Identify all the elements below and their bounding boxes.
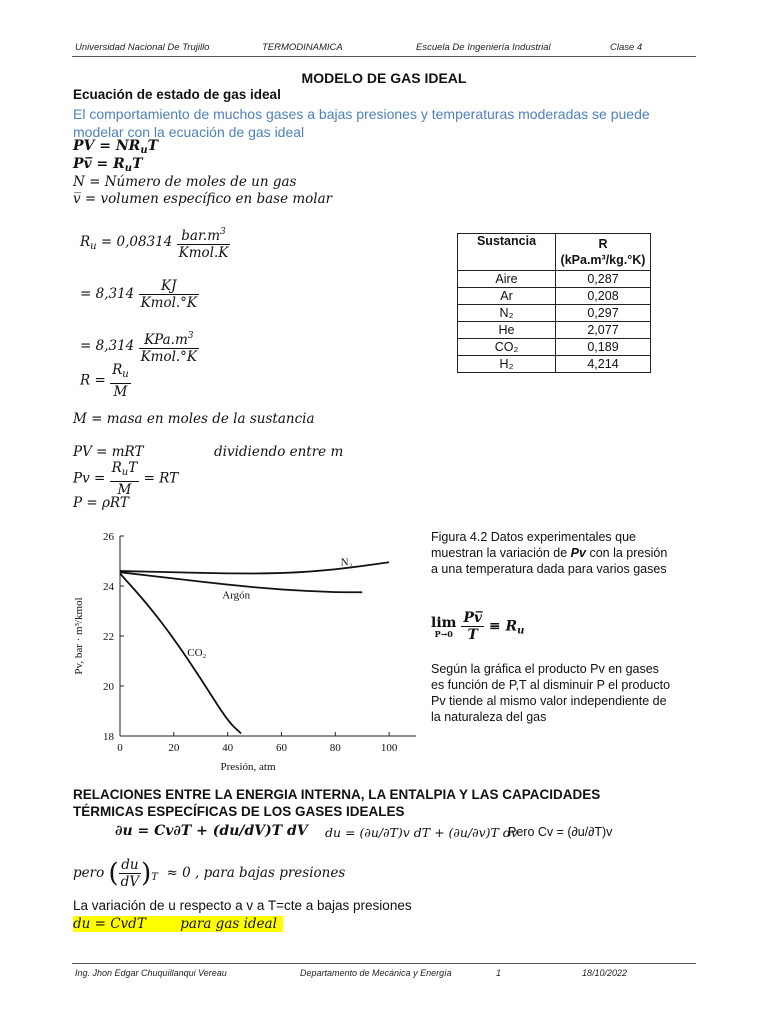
y-tick-label: 26 xyxy=(103,531,114,543)
header-class: Clase 4 xyxy=(610,42,643,53)
table-header-r: R (kPa.m³/kg.°K) xyxy=(556,234,651,271)
header-rule xyxy=(72,56,696,57)
y-tick-label: 24 xyxy=(103,581,114,593)
ru-line2: = 8,314 $\frac{KJ}{\text{Kmol.°K}}$ xyxy=(80,278,198,311)
series-label: N₂ xyxy=(340,556,353,569)
def-n: N = Número de moles de un gas xyxy=(73,174,297,190)
section2-heading: RELACIONES ENTRE LA ENERGIA INTERNA, LA ENTALPIA Y LAS CAPACIDADES TÉRMICAS ESPECÍFICAS DE LOS GASES IDEALES xyxy=(73,787,601,819)
eq-du-partial: du = (∂u/∂T)v dT + (∂u/∂v)T dv xyxy=(325,825,518,840)
figure-caption: Figura 4.2 Datos experimentales que muestran la variación de Pv con la presión a una temperatura dada para varios gases xyxy=(431,530,668,576)
x-tick-label: 80 xyxy=(329,742,341,754)
y-tick-label: 20 xyxy=(103,681,114,693)
table-row: He 2,077 xyxy=(458,322,651,339)
table-header-sustancia: Sustancia xyxy=(458,234,556,271)
du-ideal-gas: du = CvdT para gas ideal xyxy=(73,916,283,932)
eq-du-bold: ∂u = Cv∂T + (du/dV)T dV xyxy=(115,823,308,839)
eq-pv-mrt: PV = mRT xyxy=(73,444,144,460)
pero-cv: Pero Cv = (∂u/∂T)v xyxy=(508,825,613,839)
r-equals-ru-m: R = $\frac{R_u}{M}$ xyxy=(80,362,129,400)
section1-intro: El comportamiento de muchos gases a bajas presiones y temperaturas moderadas se puede modelar con la ecuación de gas ideal xyxy=(73,106,650,140)
ru-line3: = 8,314 $\frac{KPa.m^3}{\text{Kmol.°K}}$ xyxy=(80,328,199,365)
series-label: CO₂ xyxy=(187,647,207,659)
x-tick-label: 100 xyxy=(380,742,398,754)
limit-equation: lim P→0 $\frac{Pv̅}{T}$ ≡ $R_u$ xyxy=(431,610,525,643)
table-row: H₂ 4,214 xyxy=(458,356,651,373)
footer-rule xyxy=(72,963,696,964)
pv-pressure-chart xyxy=(70,522,420,777)
header-university: Universidad Nacional De Trujillo xyxy=(75,42,210,53)
table-row: Aire 0,287 xyxy=(458,271,651,288)
header-school: Escuela De Ingeniería Industrial xyxy=(416,42,551,53)
x-tick-label: 20 xyxy=(168,742,180,754)
table-row: N₂ 0,297 xyxy=(458,305,651,322)
ru-line1: $R_u = 0,08314$ $\frac{bar.m^3}{\text{Kmol.K}}$ xyxy=(80,224,230,261)
y-tick-label: 22 xyxy=(103,631,114,643)
page-title: MODELO DE GAS IDEAL xyxy=(301,70,467,86)
y-axis-label: Pv, bar · m³/kmol xyxy=(73,597,85,675)
variation-text: La variación de u respecto a v a T=cte a bajas presiones xyxy=(73,898,412,913)
table-row: Ar 0,208 xyxy=(458,288,651,305)
footer-date: 18/10/2022 xyxy=(582,968,628,978)
footer-page: 1 xyxy=(496,968,502,978)
y-tick-label: 18 xyxy=(103,731,114,743)
series-label: Argón xyxy=(222,589,251,602)
x-tick-label: 0 xyxy=(117,742,123,754)
footer-author: Ing. Jhon Edgar Chuquillanqui Vereau xyxy=(75,968,227,978)
section1-heading: Ecuación de estado de gas ideal xyxy=(73,87,281,102)
dividing-note: dividiendo entre m xyxy=(214,444,344,460)
gas-constant-table xyxy=(457,233,651,373)
footer-department: Departamento de Mecánica y Energía xyxy=(300,968,452,978)
header-course: TERMODINAMICA xyxy=(262,42,343,53)
eq-p-rho-rt: P = ρRT xyxy=(73,495,129,511)
def-v: v̅ = volumen específico en base molar xyxy=(73,191,333,207)
eq-pv-rt: Pv = $\frac{R_uT}{M}$ = RT xyxy=(73,460,179,498)
x-tick-label: 40 xyxy=(222,742,234,754)
pero-note: pero ( $\frac{du}{dV}$ )$_T \approx 0$ , para bajas presiones xyxy=(73,857,346,890)
eq-pv-nrt: PV = $NR_uT$ xyxy=(73,138,159,156)
figure-note: Según la gráfica el producto Pv en gases es función de P,T al disminuir P el producto Pv tiende al mismo valor independiente de la naturaleza del gas xyxy=(431,662,671,724)
x-axis-label: Presión, atm xyxy=(220,761,276,773)
def-m: M = masa en moles de la sustancia xyxy=(73,411,315,427)
table-row: CO₂ 0,189 xyxy=(458,339,651,356)
x-tick-label: 60 xyxy=(275,742,287,754)
eq-pv-molar: Pv̅ = $R_uT$ xyxy=(73,156,143,174)
